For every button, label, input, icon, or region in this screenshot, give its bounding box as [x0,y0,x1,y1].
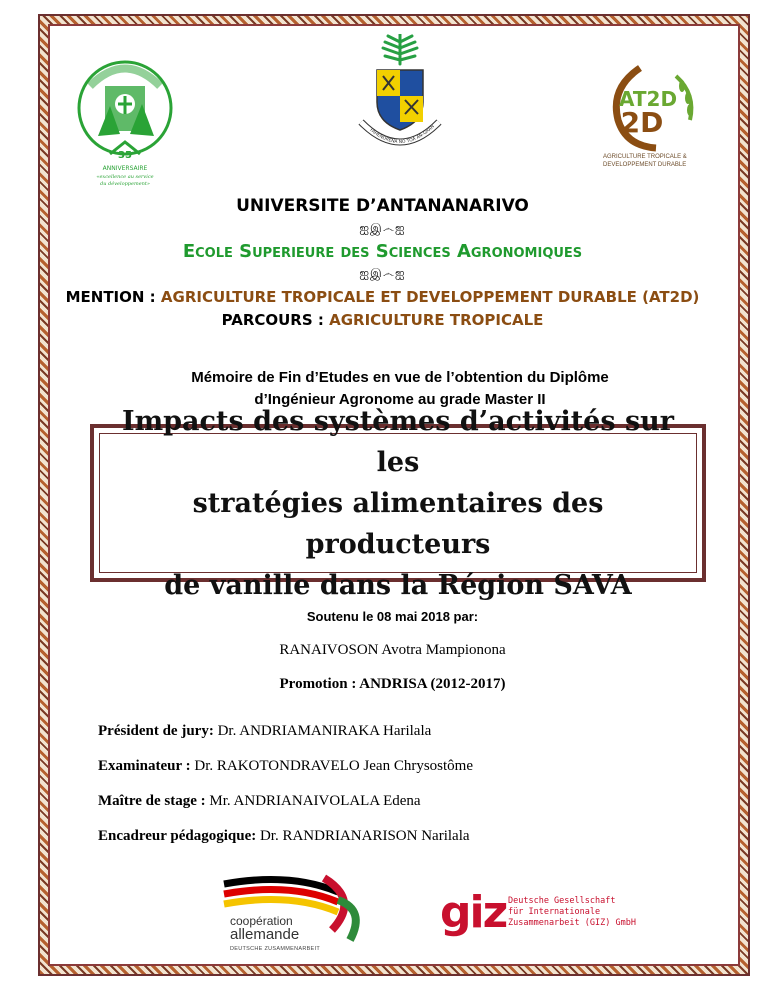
title-box-inner [99,405,697,601]
author-name: RANAIVOSON Avotra Mampionona [279,642,506,658]
svg-text:35: 35 [118,150,132,161]
at2d-caption-line2: DEVELOPPEMENT DURABLE [603,162,687,168]
svg-text:du développement»: du développement» [100,181,150,187]
jury-member: Dr. RANDRIANARISON Narilala [259,828,470,844]
svg-text:ANNIVERSAIRE: ANNIVERSAIRE [102,165,148,172]
jury-encadreur [98,828,470,845]
memoire-line1: Mémoire de Fin d’Etudes en vue de l’obtention du Diplôme [191,369,609,386]
jury-maitre-de-stage [98,793,421,810]
svg-text:2D: 2D [620,106,664,139]
jury-role: Encadreur pédagogique: [98,828,257,844]
parcours-value: AGRICULTURE TROPICALE [329,311,544,329]
title-line2: stratégies alimentaires des producteurs [192,487,604,560]
parcours-line [0,311,765,329]
at2d-caption [603,153,713,169]
university-name: UNIVERSITE D’ANTANANARIVO [236,196,529,216]
mention-line [0,288,765,306]
jury-president [98,723,431,740]
memoire-line2: d’Ingénieur Agronome au grade Master II [254,391,546,408]
parcours-label: PARCOURS : [221,311,324,329]
title-box [90,405,706,601]
coop-line2: allemande [230,926,300,943]
at2d-caption-line1: AGRICULTURE TROPICALE & [603,154,687,160]
title-line3: de vanille dans la Région SAVA [164,569,632,601]
school-name: Ecole Superieure des Sciences Agronomiques [182,241,583,262]
university-emblem [355,34,445,164]
giz-line1: Deutsche Gesellschaft [508,896,616,906]
coop-line1: coopération [230,914,293,928]
giz-line2: für Internationale [508,907,601,917]
ornament-1: ஐஇ෴ஐ [359,221,406,235]
jury-role: Examinateur : [98,758,191,774]
jury-examinateur [98,758,473,775]
thesis-title [100,401,696,606]
coop-line3: DEUTSCHE ZUSAMMENARBEIT [230,946,321,952]
jury-role: Maître de stage : [98,793,206,809]
mention-label: MENTION : [65,288,156,306]
jury-member: Dr. ANDRIAMANIRAKA Harilala [217,723,432,739]
ornament-2: ஐஇ෴ஐ [359,266,406,280]
defense-date: Soutenu le 08 mai 2018 par: [306,609,479,624]
jury-member: Dr. RAKOTONDRAVELO Jean Chrysostôme [194,758,473,774]
svg-text:FAHENDRENA NO TOA AN-GRANA: FAHENDRENA NO TOA AN-GRAN [368,124,436,146]
at2d-label: AT2D [618,87,678,111]
svg-text:«excellence au service: «excellence au service [96,174,154,180]
promotion: Promotion : ANDRISA (2012-2017) [279,676,506,692]
title-line1: Impacts des systèmes d’activités sur les [121,405,675,478]
jury-member: Mr. ANDRIANAIVOLALA Edena [209,793,421,809]
anniversary-logo [70,46,180,190]
giz-description [508,896,636,929]
giz-logo: giz [440,887,507,938]
giz-line3: Zusammenarbeit (GIZ) GmbH [508,918,636,928]
jury-role: Président de jury: [98,723,214,739]
mention-value: AGRICULTURE TROPICALE ET DEVELOPPEMENT DURABLE (AT2D) [160,288,700,306]
